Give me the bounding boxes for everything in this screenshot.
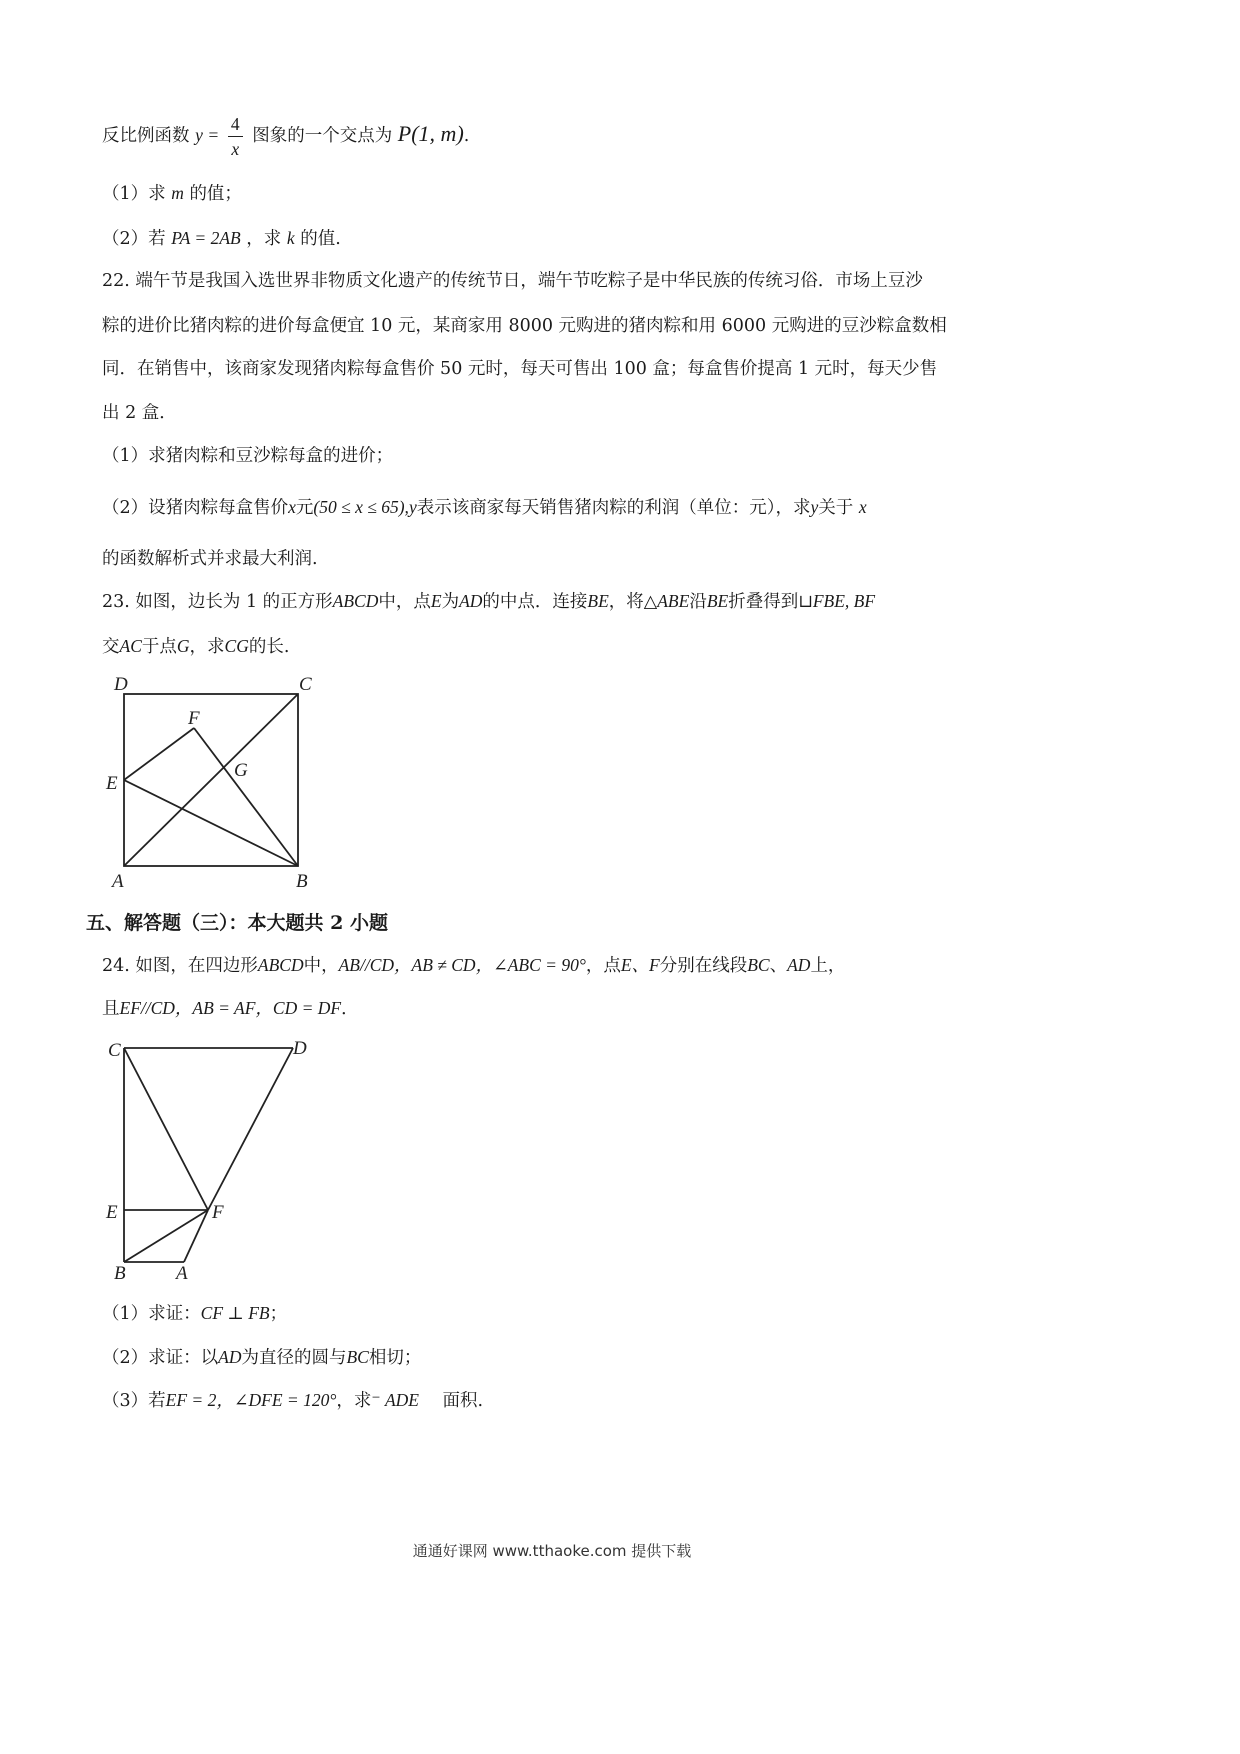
label-a: A xyxy=(112,871,124,892)
q24-part1-expr: CF ⊥ FB xyxy=(200,1303,270,1323)
q23-line2-b: 于点 xyxy=(141,637,177,657)
q22-part2-b: 元 xyxy=(295,498,314,518)
q24-ad: AD xyxy=(787,955,811,975)
q24-part2-end: 相切； xyxy=(368,1348,422,1368)
label-b: B xyxy=(114,1263,126,1284)
q22-part2-line2: 的函数解析式并求最大利润. xyxy=(102,549,318,569)
q24-line2-cond: EF//CD，AB = AF，CD = DF xyxy=(119,998,342,1018)
label-b: B xyxy=(296,871,308,892)
q24-line1 xyxy=(102,952,845,979)
q24-b: 中， xyxy=(303,956,339,976)
q21-fraction xyxy=(228,112,243,161)
q24-d: 分别在线段 xyxy=(659,956,748,976)
q23-line2 xyxy=(102,633,289,660)
q23-c: 为 xyxy=(441,592,460,612)
q23-e: E xyxy=(430,591,442,611)
q21-intro-end: . xyxy=(463,126,470,146)
q24-line2-end: ． xyxy=(341,999,359,1019)
q24-line2 xyxy=(102,995,359,1022)
q24-bc: BC xyxy=(747,955,770,975)
q22-range: (50 ≤ x ≤ 65), xyxy=(313,497,409,517)
q24-part2-mid: 为直径的圆与 xyxy=(241,1348,347,1368)
q21-part2-mid: ，求 xyxy=(246,229,282,249)
q24-part1-end: ； xyxy=(269,1304,288,1324)
q21-part1 xyxy=(102,180,242,207)
q24-cond: AB//CD，AB ≠ CD，∠ABC = 90° xyxy=(338,955,586,975)
q22-part2-c: 表示该商家每天销售猪肉粽的利润（单位：元），求 xyxy=(416,498,811,518)
q23-h: 折叠得到 xyxy=(728,592,799,612)
q24-part2-bc: BC xyxy=(346,1347,369,1367)
q21-intro-text: 反比例函数 xyxy=(102,126,190,146)
q22-line1: 22. 端午节是我国入选世界非物质文化遗产的传统节日，端午节吃粽子是中华民族的传统习俗．市场上豆沙 xyxy=(102,271,923,291)
q21-part2-rest: 的值. xyxy=(300,229,341,249)
q22-part2-a: （2）设猪肉粽每盒售价 xyxy=(102,498,289,518)
label-d: D xyxy=(293,1038,307,1059)
segment-fd xyxy=(208,1048,293,1210)
q21-part1-var: m xyxy=(171,183,184,203)
q21-point: P(1, m) xyxy=(397,121,464,146)
q24-part2-ad: AD xyxy=(218,1347,242,1367)
q24-figure xyxy=(100,1034,330,1288)
q22-line2: 粽的进价比猪肉粽的进价每盒便宜 10 元，某商家用 8000 元购进的猪肉粽和用 6000 元购进的豆沙粽盒数相 xyxy=(102,316,947,336)
label-f: F xyxy=(212,1202,224,1223)
q21-y: y xyxy=(195,125,203,145)
q24-part3-mid: ，求 xyxy=(336,1391,372,1411)
q24-part3-label: （3）若 xyxy=(102,1391,166,1411)
q22-line3: 同．在销售中，该商家发现猪肉粽每盒售价 50 元时，每天可售出 100 盒；每盒售价提高 1 元时，每天少售 xyxy=(102,359,938,379)
q23-b: 中，点 xyxy=(378,592,431,612)
q23-ac: AC xyxy=(119,636,142,656)
q24-line2-a: 且 xyxy=(102,999,120,1019)
q23-line2-a: 交 xyxy=(102,637,120,657)
square-fold-diagram xyxy=(100,672,330,894)
q22-line4: 出 2 盒． xyxy=(102,403,177,423)
q22-y2: y xyxy=(810,497,819,517)
q22-part2-d: 关于 xyxy=(818,498,854,518)
frac-denominator: x xyxy=(231,139,240,159)
q24-part2-label: （2）求证：以 xyxy=(102,1348,219,1368)
segment-eb xyxy=(124,780,298,866)
q24-part3-end: 面积. xyxy=(442,1391,484,1411)
label-e: E xyxy=(106,773,118,794)
q24-quad: ABCD xyxy=(257,955,304,975)
q24-a: 24. 如图，在四边形 xyxy=(102,956,258,976)
q23-line1 xyxy=(102,588,875,615)
q21-part2-var: k xyxy=(286,228,295,248)
q23-fbe: ⊔FBE, BF xyxy=(798,591,876,611)
q24-part3 xyxy=(102,1387,483,1414)
q24-e: 、 xyxy=(769,956,788,976)
q23-ad: AD xyxy=(459,591,483,611)
q22-part1: （1）求猪肉粽和豆沙粽每盒的进价； xyxy=(102,446,394,466)
q24-part3-tri: ⁻ ADE xyxy=(371,1390,419,1410)
q21-part2 xyxy=(102,225,341,252)
q22-y: y xyxy=(408,497,417,517)
q23-be2: BE xyxy=(706,591,729,611)
label-f: F xyxy=(188,708,200,729)
label-a: A xyxy=(176,1263,188,1284)
q24-ef: E、F xyxy=(620,955,660,975)
q24-part2 xyxy=(102,1344,421,1371)
q23-gpt: G xyxy=(176,636,190,656)
q21-eq: = xyxy=(208,125,219,145)
q23-triangle: △ABE xyxy=(643,591,690,611)
q22-x2: x xyxy=(858,497,867,517)
label-e: E xyxy=(106,1202,118,1223)
q22-part2 xyxy=(102,494,867,521)
diagonal-ac xyxy=(124,694,298,866)
q23-line2-c: ，求 xyxy=(189,637,225,657)
quadrilateral-diagram xyxy=(100,1034,330,1284)
q21-intro xyxy=(102,112,469,161)
label-c: C xyxy=(108,1040,121,1061)
footer-watermark: 通通好课网 www.tthaoke.com 提供下载 xyxy=(412,1542,692,1560)
q23-d: 的中点．连接 xyxy=(482,592,588,612)
q21-intro-mid: 图象的一个交点为 xyxy=(252,126,393,146)
q21-part1-label: （1）求 xyxy=(102,184,166,204)
q23-g: 沿 xyxy=(689,592,707,612)
q23-f: ，将 xyxy=(608,592,644,612)
q24-part3-cond: EF = 2，∠DFE = 120° xyxy=(165,1390,337,1410)
q21-part2-label: （2）若 xyxy=(102,229,166,249)
q21-part2-expr: PA = 2AB xyxy=(171,228,241,248)
q24-part1 xyxy=(102,1300,287,1327)
label-c: C xyxy=(299,674,312,695)
q21-part1-rest: 的值； xyxy=(189,184,242,204)
q23-square: ABCD xyxy=(332,591,379,611)
q24-f: 上， xyxy=(810,956,846,976)
label-g: G xyxy=(234,760,248,781)
q24-c: ，点 xyxy=(585,956,621,976)
segment-fb xyxy=(194,728,298,866)
q23-figure xyxy=(100,672,330,898)
q23-be: BE xyxy=(587,591,609,611)
segment-ef xyxy=(124,728,194,780)
q24-part1-label: （1）求证： xyxy=(102,1304,201,1324)
q22-x: x xyxy=(288,497,296,517)
q23-a: 23. 如图，边长为 1 的正方形 xyxy=(102,592,333,612)
label-d: D xyxy=(114,674,128,695)
q23-cg: CG xyxy=(224,636,249,656)
frac-numerator: 4 xyxy=(228,112,243,137)
segment-cf xyxy=(124,1048,208,1210)
section-heading: 五、解答题（三）：本大题共 2 小题 xyxy=(86,912,388,934)
q23-line2-d: 的长. xyxy=(248,637,290,657)
